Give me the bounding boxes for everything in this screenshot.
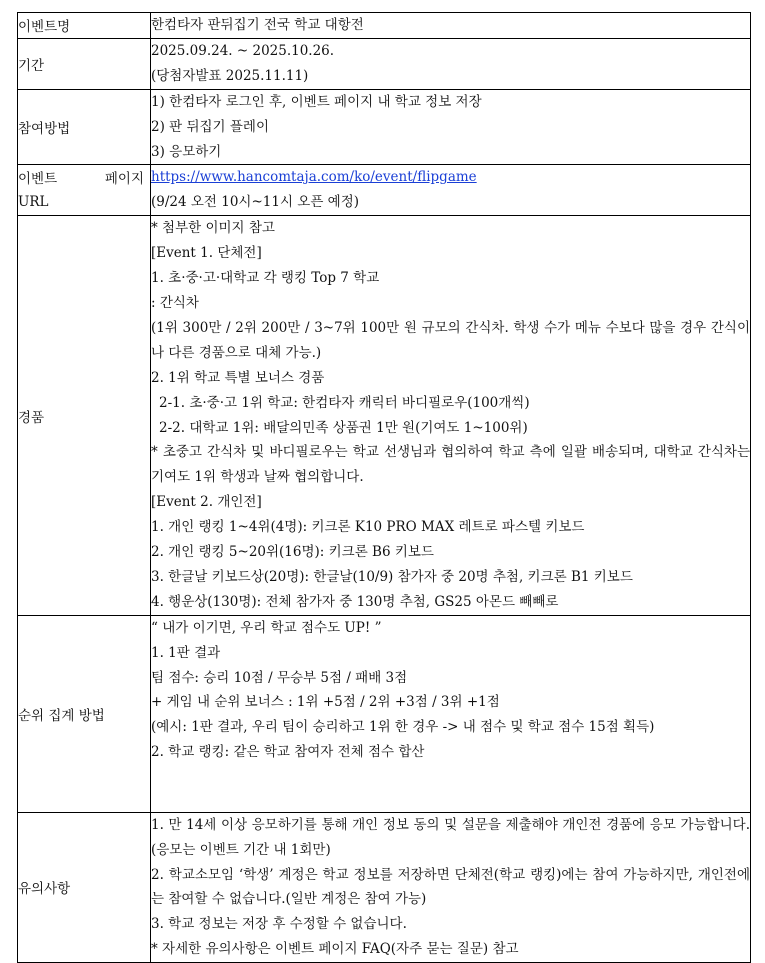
period-dates: 2025.09.24. ~ 2025.10.26. (151, 42, 335, 59)
method-step-3: 3) 응모하기 (151, 143, 222, 160)
ranking-line: (예시: 1판 결과, 우리 팀이 승리하고 1위 한 경우 -> 내 점수 및 학교 점수 15점 획득) (151, 719, 655, 736)
row-period (18, 38, 751, 89)
row-ranking-method (18, 615, 751, 812)
event-info-table (17, 12, 751, 963)
row-event-name (18, 13, 751, 39)
value-prizes (151, 216, 751, 616)
prize-line: 2-2. 대학교 1위: 배달의민족 상품권 1만 원(기여도 1~100위) (159, 419, 528, 436)
ranking-line: “ 내가 이기면, 우리 학교 점수도 UP! ” (151, 619, 382, 636)
value-notes (151, 812, 751, 962)
prize-line: 4. 행운상(130명): 전체 참가자 중 130명 추첨, GS25 아몬드 빼빼로 (151, 593, 559, 610)
note-line: * 자세한 유의사항은 이벤트 페이지 FAQ(자주 묻는 질문) 참고 (151, 941, 519, 958)
prize-line: [Event 2. 개인전] (151, 494, 262, 511)
value-participation-method (151, 89, 751, 165)
row-event-url (18, 165, 751, 216)
row-prizes (18, 216, 751, 616)
label-event-url: 이벤트 페이지 URL (18, 165, 151, 216)
prize-line: 1. 초·중·고·대학교 각 랭킹 Top 7 학교 (151, 270, 380, 287)
prize-line: 2. 1위 학교 특별 보너스 경품 (151, 369, 325, 386)
ranking-line: 1. 1판 결과 (151, 644, 221, 661)
prize-line: 3. 한글날 키보드상(20명): 한글날(10/9) 참가자 중 20명 추첨, 키크론 B1 키보드 (151, 568, 633, 585)
note-line: 3. 학교 정보는 저장 후 수정할 수 없습니다. (151, 916, 407, 933)
method-step-2: 2) 판 뒤집기 플레이 (151, 118, 270, 135)
note-line: 1. 만 14세 이상 응모하기를 통해 개인 정보 동의 및 설문을 제출해야 개인전 경품에 응모 가능합니다.(응모는 이벤트 기간 내 1회만) (151, 816, 750, 858)
prize-line: * 초중고 간식차 및 바디필로우는 학교 선생님과 협의하여 학교 측에 일괄 배송되며, 대학교 간식차는 기여도 1위 학생과 날짜 협의합니다. (151, 444, 750, 486)
event-page-link[interactable]: https://www.hancomtaja.com/ko/event/flipgame (151, 169, 477, 186)
prize-line: 1. 개인 랭킹 1~4위(4명): 키크론 K10 PRO MAX 레트로 파스텔 키보드 (151, 519, 585, 536)
method-step-1: 1) 한컴타자 로그인 후, 이벤트 페이지 내 학교 정보 저장 (151, 93, 482, 110)
label-notes: 유의사항 (18, 812, 151, 962)
prize-line: (1위 300만 / 2위 200만 / 3~7위 100만 원 규모의 간식차. 학생 수가 메뉴 수보다 많을 경우 간식이나 다른 경품으로 대체 가능.) (151, 319, 750, 361)
ranking-line: 2. 학교 랭킹: 같은 학교 참여자 전체 점수 합산 (151, 744, 425, 761)
row-notes (18, 812, 751, 962)
note-line: 2. 학교소모임 ‘학생’ 계정은 학교 정보를 저장하면 단체전(학교 랭킹)에는 참여 가능하지만, 개인전에는 참여할 수 없습니다.(일반 계정은 참여 가능) (151, 866, 750, 908)
period-announce: (당첨자발표 2025.11.11) (151, 67, 309, 84)
url-open-note: (9/24 오전 10시~11시 오픈 예정) (151, 194, 360, 211)
value-event-url (151, 165, 751, 216)
ranking-line: + 게임 내 순위 보너스 : 1위 +5점 / 2위 +3점 / 3위 +1점 (151, 694, 500, 711)
prize-line: : 간식차 (151, 294, 199, 311)
prize-line: 2. 개인 랭킹 5~20위(16명): 키크론 B6 키보드 (151, 544, 434, 561)
prize-line: 2-1. 초·중·고 1위 학교: 한컴타자 캐릭터 바디필로우(100개씩) (159, 394, 530, 411)
label-prizes: 경품 (18, 216, 151, 616)
label-ranking-method: 순위 집계 방법 (18, 615, 151, 812)
prize-line: [Event 1. 단체전] (151, 245, 262, 262)
label-participation-method: 참여방법 (18, 89, 151, 165)
value-event-name: 한컴타자 판뒤집기 전국 학교 대항전 (151, 13, 751, 39)
row-participation-method (18, 89, 751, 165)
prize-line: * 첨부한 이미지 참고 (151, 220, 275, 237)
value-ranking-method (151, 615, 751, 812)
label-period: 기간 (18, 38, 151, 89)
value-period (151, 38, 751, 89)
ranking-line: 팀 점수: 승리 10점 / 무승부 5점 / 패배 3점 (151, 669, 408, 686)
label-event-name: 이벤트명 (18, 13, 151, 39)
